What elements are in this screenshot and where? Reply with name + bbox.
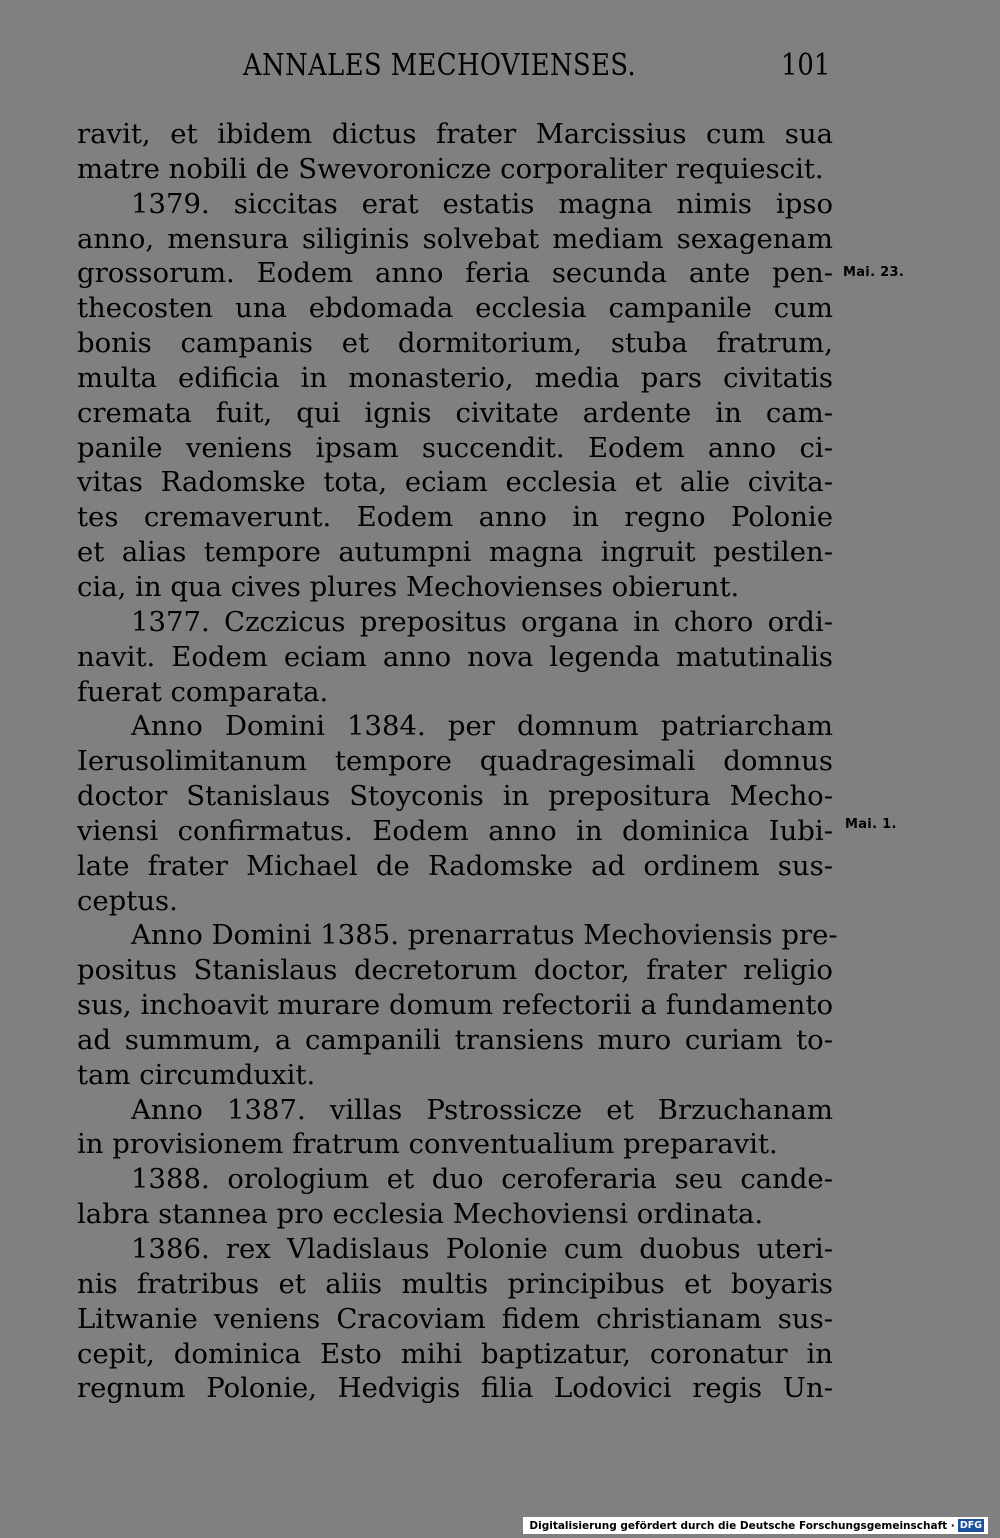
text-line: Anno Domini 1385. prenarratus Mechoviensis pre- (131, 919, 838, 952)
text-line: in provisionem fratrum conventualium preparavit. (77, 1128, 778, 1161)
text-line: cia, in qua cives plures Mechovienses obierunt. (77, 570, 740, 603)
text-line: grossorum. Eodem anno feria secunda ante pen- (77, 257, 833, 290)
text-line: positus Stanislaus decretorum doctor, frater religio (77, 954, 833, 987)
dfg-logo: DFG (959, 1520, 982, 1531)
running-title: ANNALES MECHOVIENSES. (243, 48, 637, 83)
text-line: bonis campanis et dormitorium, stuba fratrum, (77, 327, 833, 360)
text-line: vitas Radomske tota, eciam ecclesia et alie civita- (77, 466, 833, 499)
text-line: navit. Eodem eciam anno nova legenda matutinalis (77, 640, 833, 673)
text-line: nis fratribus et aliis multis principibus et boyaris (77, 1267, 833, 1300)
text-line: Anno Domini 1384. per domnum patriarcham (131, 710, 833, 743)
page-number: 101 (780, 48, 830, 83)
text-line: Anno 1387. villas Pstrossicze et Brzuchanam (131, 1093, 833, 1126)
text-line: 1379. siccitas erat estatis magna nimis ipso (131, 187, 833, 220)
text-line: 1388. orologium et duo ceroferaria seu cande- (131, 1163, 833, 1196)
text-line: cepit, dominica Esto mihi baptizatur, coronatur in (77, 1337, 833, 1370)
text-line: viensi confirmatus. Eodem anno in dominica Iubi- (77, 814, 833, 847)
text-line: et alias tempore autumpni magna ingruit pestilen- (77, 536, 833, 569)
text-line: ravit, et ibidem dictus frater Marcissius cum sua (77, 118, 833, 150)
text-line: 1377. Czczicus prepositus organa in choro ordi- (131, 605, 833, 638)
body-text (77, 117, 838, 1406)
margin-date-note: Mai. 23. (843, 265, 905, 280)
text-line: labra stannea pro ecclesia Mechoviensi ordinata. (77, 1198, 764, 1231)
text-line: thecosten una ebdomada ecclesia campanile cum (77, 292, 833, 325)
text-line: matre nobili de Swevoronicze corporaliter requiescit. (77, 152, 824, 185)
text-line: fuerat comparata. (77, 675, 329, 708)
text-line: Ierusolimitanum tempore quadragesimali domnus (77, 745, 833, 778)
text-line: doctor Stanislaus Stoyconis in prepositura Mecho- (77, 780, 833, 813)
text-line: ceptus. (77, 884, 178, 917)
digitization-credit (523, 1517, 988, 1534)
text-line: multa edificia in monasterio, media pars civitatis (77, 361, 833, 394)
text-line: 1386. rex Vladislaus Polonie cum duobus uteri- (131, 1233, 833, 1265)
margin-date-note: Mai. 1. (845, 817, 897, 832)
text-line: sus, inchoavit murare domum refectorii a fundamento (77, 989, 833, 1022)
text-line: tam circumduxit. (77, 1058, 316, 1091)
text-line: tes cremaverunt. Eodem anno in regno Polonie (77, 501, 833, 534)
text-line: Litwanie veniens Cracoviam fidem christianam sus- (77, 1302, 833, 1335)
text-line: panile veniens ipsam succendit. Eodem anno ci- (77, 431, 833, 464)
credit-text: Digitalisierung gefördert durch die Deutsche Forschungsgemeinschaft · (529, 1519, 955, 1532)
text-line: anno, mensura siliginis solvebat mediam sexagenam (77, 222, 833, 255)
text-line: regnum Polonie, Hedvigis filia Lodovici regis Un- (77, 1372, 833, 1405)
page-header (75, 42, 830, 90)
text-line: ad summum, a campanili transiens muro curiam to- (77, 1023, 833, 1056)
text-line: cremata fuit, qui ignis civitate ardente in cam- (77, 396, 833, 429)
text-line: late frater Michael de Radomske ad ordinem sus- (77, 849, 833, 882)
